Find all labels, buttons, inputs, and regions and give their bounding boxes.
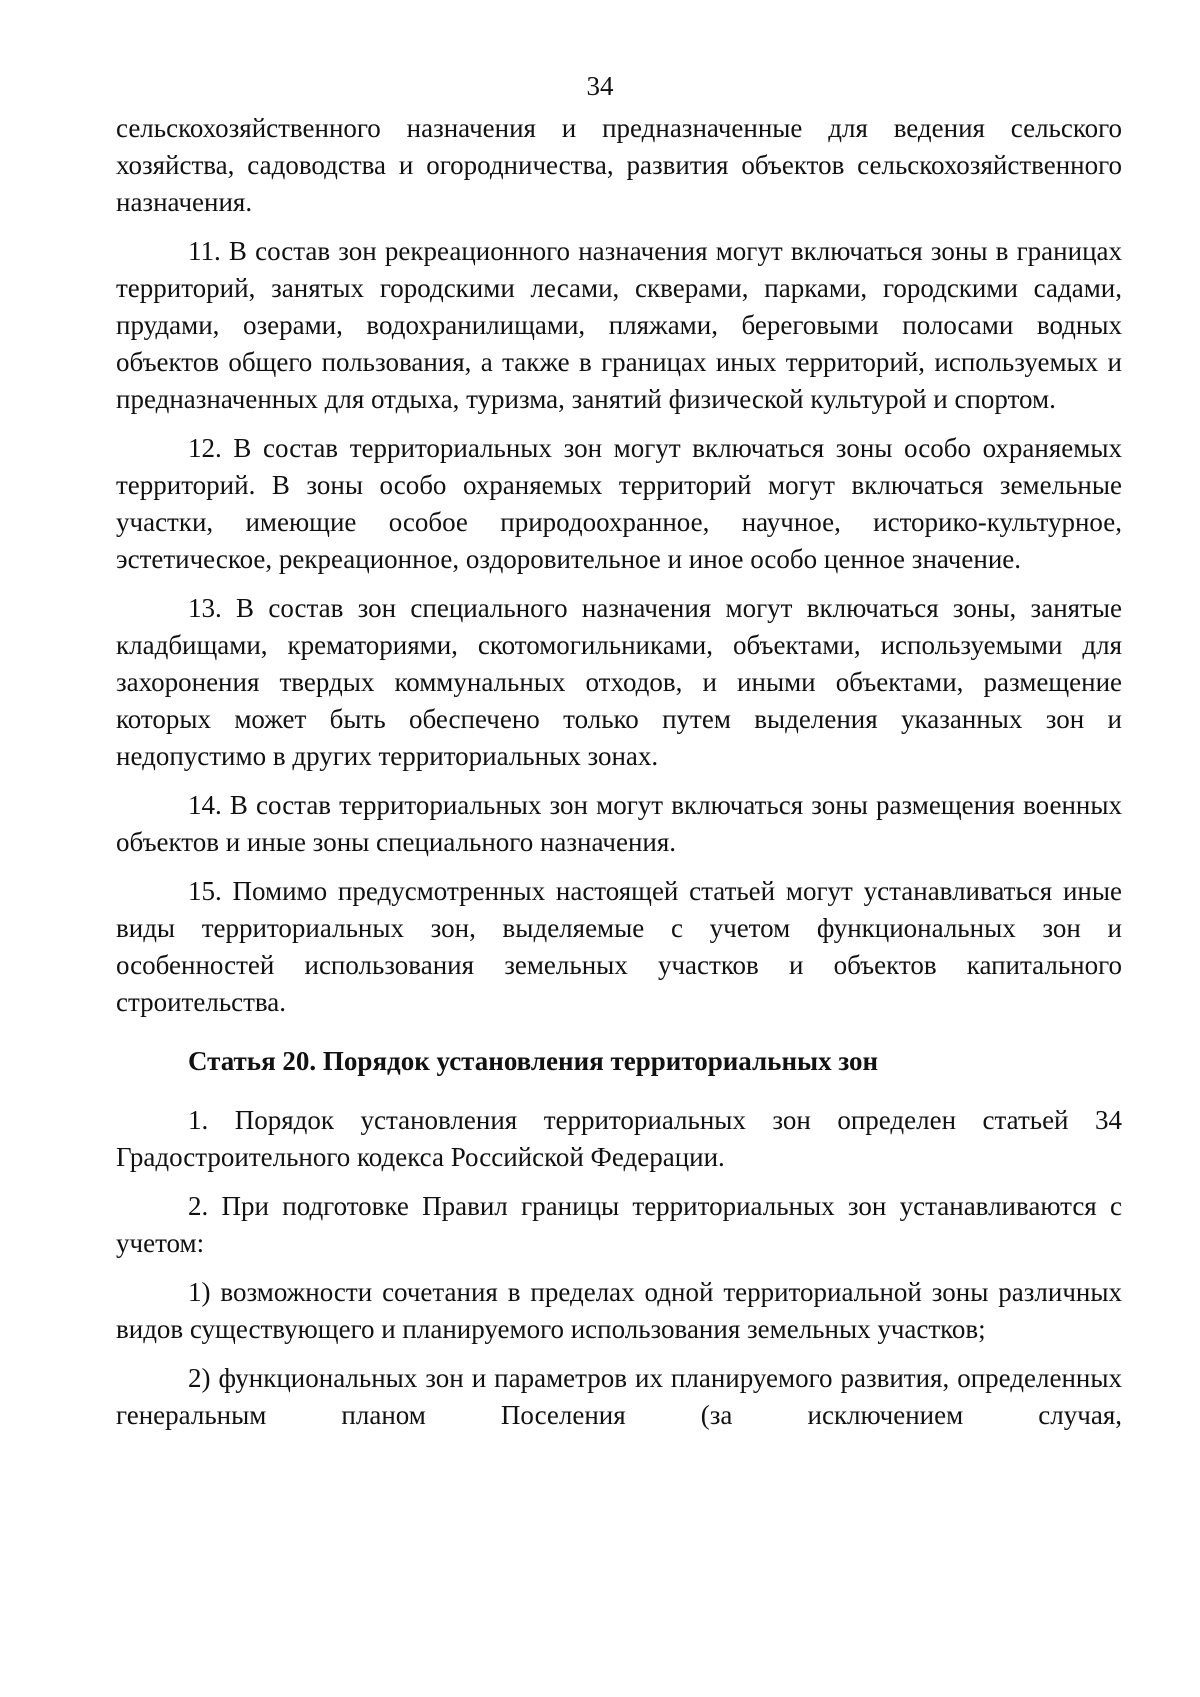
paragraph-item-13: 13. В состав зон специального назначения могут включаться зоны, занятые кладбищами, крематориями, скотомогильниками, объектами, используемыми для захоронения твердых коммунальных отходов, и иными объектами, размещение которых может быть обеспечено только путем выделения указанных зон и недопустимо в других территориальных зонах. <box>116 593 1122 771</box>
paragraph-continuation: сельскохозяйственного назначения и предназначенные для ведения сельского хозяйства, садоводства и огородничества, развития объектов сельскохозяйственного назначения. <box>116 113 1122 217</box>
paragraph-item-12: 12. В состав территориальных зон могут включаться зоны особо охраняемых территорий. В зоны особо охраняемых территорий могут включаться земельные участки, имеющие особое природоохранное, научное, историко-культурное, эстетическое, рекреационное, оздоровительное и иное особо ценное значение. <box>116 433 1122 574</box>
document-body <box>116 110 1122 1446</box>
article-paragraph-1: 1. Порядок установления территориальных зон определен статьей 34 Градостроительного кодекса Российской Федерации. <box>116 1105 1122 1172</box>
paragraph-item-11: 11. В состав зон рекреационного назначения могут включаться зоны в границах территорий, занятых городскими лесами, скверами, парками, городскими садами, прудами, озерами, водохранилищами, пляжами, береговыми полосами водных объектов общего пользования, а также в границах иных территорий, используемых и предназначенных для отдыха, туризма, занятий физической культурой и спортом. <box>116 236 1122 414</box>
article-paragraph-2: 2. При подготовке Правил границы территориальных зон устанавливаются с учетом: <box>116 1191 1122 1258</box>
page-number: 34 <box>586 71 614 101</box>
article-subitem-2: 2) функциональных зон и параметров их планируемого развития, определенных генеральным планом Поселения (за исключением случая, <box>116 1363 1122 1430</box>
article-subitem-1: 1) возможности сочетания в пределах одной территориальной зоны различных видов существующего и планируемого использования земельных участков; <box>116 1277 1122 1344</box>
article-heading: Статья 20. Порядок установления территориальных зон <box>188 1046 879 1076</box>
paragraph-item-14: 14. В состав территориальных зон могут включаться зоны размещения военных объектов и иные зоны специального назначения. <box>116 790 1122 857</box>
paragraph-item-15: 15. Помимо предусмотренных настоящей статьей могут устанавливаться иные виды территориальных зон, выделяемые с учетом функциональных зон и особенностей использования земельных участков и объектов капитального строительства. <box>116 876 1122 1017</box>
